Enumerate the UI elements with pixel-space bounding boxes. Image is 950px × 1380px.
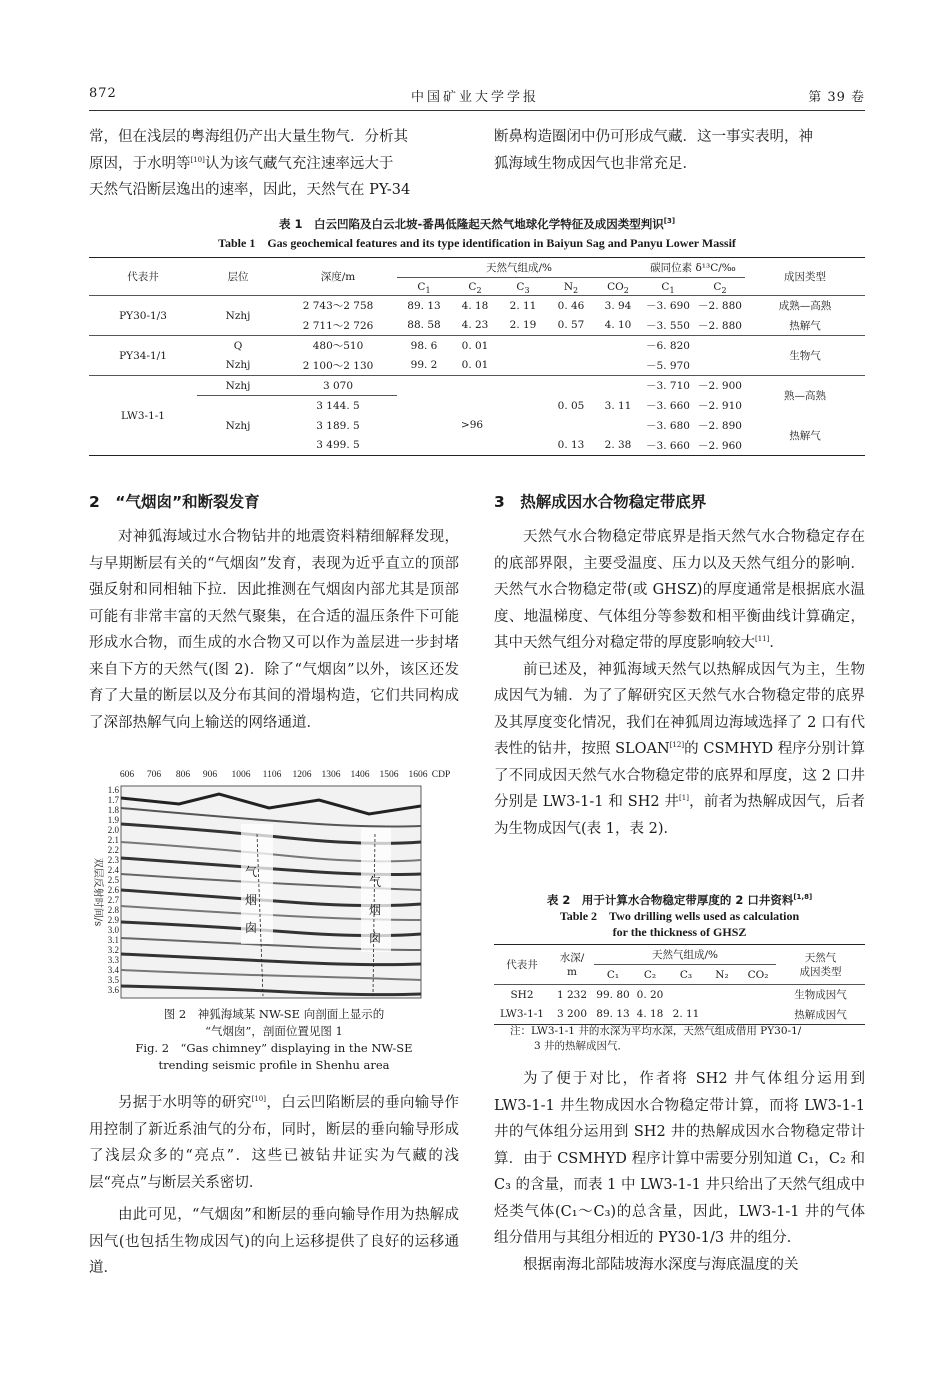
header-rule xyxy=(89,110,865,111)
svg-text:2.6: 2.6 xyxy=(107,885,119,895)
svg-text:1.6: 1.6 xyxy=(107,785,119,795)
t1-header-gas-comp: 天然气组成/% xyxy=(397,258,641,278)
top-right-text: 断鼻构造圈闭中仍可形成气藏．这一事实表明，神 狐海域生物成因气也非常充足． xyxy=(494,129,813,172)
svg-text:2.4: 2.4 xyxy=(107,865,119,875)
journal-title: 中国矿业大学学报 xyxy=(410,90,539,105)
t1-header-depth: 深度/m xyxy=(320,271,356,283)
table1-caption-cn: 表 1 白云凹陷及白云北坡-番禺低隆起天然气地球化学特征及成因类型判识[3] xyxy=(278,217,676,231)
t1-header-isotope: 碳同位素 δ¹³C/‰ xyxy=(641,258,745,278)
table-row: 3 499. 5 0. 13 2. 38 －3. 660 －2. 960 xyxy=(316,439,742,452)
svg-text:3.1: 3.1 xyxy=(107,935,119,945)
svg-text:1606: 1606 xyxy=(408,770,428,780)
table-row: Nzhj 3 144. 5 >96 0. 05 3. 11 －3. 660 －2. 910 xyxy=(225,399,742,432)
svg-text:2.9: 2.9 xyxy=(107,915,119,925)
svg-text:烟: 烟 xyxy=(368,903,382,917)
svg-text:3.2: 3.2 xyxy=(107,945,119,955)
svg-text:3.5: 3.5 xyxy=(107,975,119,985)
t2-header-comp: 天然气组成/% xyxy=(594,945,776,965)
svg-text:3.4: 3.4 xyxy=(107,965,119,975)
svg-text:1206: 1206 xyxy=(292,770,312,780)
time-axis-labels xyxy=(108,785,120,995)
table2-caption-cn: 表 2 用于计算水合物稳定带厚度的 2 口井资料[1,8] xyxy=(546,893,813,907)
svg-text:1.9: 1.9 xyxy=(107,815,119,825)
svg-text:气: 气 xyxy=(368,875,382,889)
table1-caption-en: Table 1 Gas geochemical features and its type identification in Baiyun Sag and Panyu Lower Massif xyxy=(218,236,736,250)
table-row: LW3-1-1 Nzhj 3 070 －3. 710 －2. 900 熟—高熟 xyxy=(89,376,865,396)
seismic-profile-figure xyxy=(89,764,459,1002)
section3-body: 天然气水合物稳定带底界是指天然气水合物稳定存在的底部界限，主要受温度、压力以及天然气组分的影响．天然气水合物稳定带(或 GHSZ)的厚度通常是根据底水温度、地温梯度、气体组分等参数和相平衡曲线计算确定，其中天然气组分对稳定带的厚度影响较大[11]． 前已述及，神狐海域天然气以热解成因气为主，生物成因气为辅．为了了解研究区天然气水合物稳定带的底界及其厚度变化情况，我们在神狐周边海域选择了 2 口有代表性的钻井，按照 SLOAN[12]的 CSMHYD 程序分别计算了不同成因天然气水合物稳定带的底界和厚度，这 2 口井分别是 LW3-1-1 和 SH2 井[1]，前者为热解成因气，后者为生物成因气(表 1，表 2)． xyxy=(494,529,865,837)
svg-text:1106: 1106 xyxy=(262,770,282,780)
t2-header-origin: 天然气 成因类型 xyxy=(799,951,842,978)
svg-text:1006: 1006 xyxy=(231,770,251,780)
page-number: 872 xyxy=(89,86,117,101)
t1-header-well: 代表井 xyxy=(127,271,159,283)
svg-text:2.3: 2.3 xyxy=(107,855,119,865)
yaxis-title: 双层反射时间/s xyxy=(92,857,103,927)
svg-text:1506: 1506 xyxy=(379,770,399,780)
svg-text:806: 806 xyxy=(175,770,191,780)
t1-header-layer: 层位 xyxy=(227,271,249,283)
table2-note: 注：LW3-1-1 井的水深为平均水深，天然气组成借用 PY30-1/ 3 井的热解成因气． xyxy=(510,1025,802,1052)
section3-heading: 3 热解成因水合物稳定带底界 xyxy=(494,493,707,511)
svg-text:2.0: 2.0 xyxy=(107,825,119,835)
svg-text:烟: 烟 xyxy=(244,893,258,907)
table-row: SH2 1 232 99. 80 0. 20 生物成因气 xyxy=(494,985,865,1005)
svg-text:2.7: 2.7 xyxy=(107,895,119,905)
svg-text:1406: 1406 xyxy=(350,770,370,780)
svg-text:囱: 囱 xyxy=(368,931,382,945)
table-row: PY34-1/1 Q 480～510 98. 6 0. 01 －6. 820 生物气 xyxy=(89,336,865,356)
table-row: PY30-1/3 Nzhj 2 743～2 758 89. 13 4. 18 2. 11 0. 46 3. 94 －3. 690 －2. 880 成熟—高熟 xyxy=(89,296,865,316)
svg-text:CDP: CDP xyxy=(431,770,451,780)
t2-header-depth: 水深/ m xyxy=(559,951,585,978)
svg-text:1.8: 1.8 xyxy=(107,805,119,815)
table-row: 3 189. 5 －3. 680 －2. 890 热解气 xyxy=(316,419,821,442)
svg-text:囱: 囱 xyxy=(244,921,258,935)
section2-body-continued: 另据于水明等的研究[10]，白云凹陷断层的垂向输导作用控制了新近系油气的分布，同时，断层的垂向输导形成了浅层众多的“亮点”．这些已被钻井证实为气藏的浅层“亮点”与断层关系密切． 由此可见，“气烟囱”和断层的垂向输导作用为热解成因气(也包括生物成因气)的向上运移提供了良好的运移通道． xyxy=(89,1095,460,1276)
t2-header-well: 代表井 xyxy=(506,959,538,971)
top-left-text: 常，但在浅层的粤海组仍产出大量生物气．分析其 原因，于水明等[10]认为该气藏气充注速率远大于 天然气沿断层逸出的速率，因此，天然气在 PY-34 xyxy=(89,129,411,198)
t1-header-origin: 成因类型 xyxy=(784,271,826,283)
table2-caption-en: Table 2 Two drilling wells used as calculation for the thickness of GHSZ xyxy=(559,909,800,939)
svg-text:3.3: 3.3 xyxy=(107,955,119,965)
svg-text:906: 906 xyxy=(202,770,218,780)
svg-text:3.6: 3.6 xyxy=(107,985,119,995)
section2-heading: 2 “气烟囱”和断裂发育 xyxy=(89,493,260,511)
figure2-caption: 图 2 神狐海域某 NW-SE 向剖面上显示的 “气烟囱”，剖面位置见图 1 Fig. 2 “Gas chimney” displaying in the NW-SE trending seismic profile in Shenhu area xyxy=(135,1007,413,1072)
svg-text:2.8: 2.8 xyxy=(107,905,119,915)
svg-text:2.2: 2.2 xyxy=(107,845,119,855)
table1: 代表井 层位 深度/m 天然气组成/% 碳同位素 δ¹³C/‰ 成因类型 $C_1$ $C_2$ $C_3$ $N_2$ $CO_2$ $C_1$ $C_2$ PY30-1/3 Nzhj 2 743～2 758 89. 13 4. 18 2. 11 0. 46 3. 94 －3. 690 －2. 880 成熟—高熟 2 711～2 726 88. 58 4. 23 2. 19 0. 57 4. 10 －3. 550 －2. 880 热解气 PY34-1/1 Q 480～510 98. 6 0. 01 －6. 820 生物气 Nzhj 2 100～2 130 99. 2 0. 01 －5. 970 LW3-1-1 Nzhj 3 070 －3. 710 －2. 900 熟—高熟 Nzhj 3 144. 5 >96 0. 05 3. 11 －3. 660 －2. 910 3 189. 5 －3. 680 －2. 890 热解气 3 499. 5 0. 13 2. 38 －3. 660 －2. 960 xyxy=(89,257,865,456)
svg-text:606: 606 xyxy=(119,770,135,780)
svg-text:3.0: 3.0 xyxy=(107,925,119,935)
svg-text:气: 气 xyxy=(244,865,258,879)
svg-text:2.5: 2.5 xyxy=(107,875,119,885)
svg-text:1306: 1306 xyxy=(321,770,341,780)
figure2 xyxy=(89,764,459,1002)
svg-text:706: 706 xyxy=(146,770,162,780)
section3-body-continued: 为了便于对比，作者将 SH2 井气体组分运用到 LW3-1-1 井生物成因水合物稳定带计算，而将 LW3-1-1 井的气体组分运用到 SH2 井的热解成因水合物稳定带计算．由于 CSMHYD 程序计算中需要分别知道 C₁，C₂ 和 C₃ 的含量，而表 1 中 LW3-1-1 井只给出了天然气组成中烃类气体(C₁～C₃)的总含量，因此，LW3-1-1 井的气体组分借用与其组分相近的 PY30-1/3 井的组分． 根据南海北部陆坡海水深度与海底温度的关 xyxy=(494,1071,865,1273)
table-row: LW3-1-1 3 200 89. 13 4. 18 2. 11 热解成因气 xyxy=(500,1008,847,1021)
svg-text:1.7: 1.7 xyxy=(107,795,119,805)
svg-text:2.1: 2.1 xyxy=(107,835,119,845)
cdp-axis-labels xyxy=(120,770,450,780)
table-row: Nzhj 2 100～2 130 99. 2 0. 01 －5. 970 xyxy=(225,359,690,372)
table-row: 2 711～2 726 88. 58 4. 23 2. 19 0. 57 4. 10 －3. 550 －2. 880 热解气 xyxy=(302,319,821,332)
table2: 代表井 水深/ m 天然气组成/% 天然气 成因类型 C₁ C₂ C₃ N₂ CO₂ SH2 1 232 99. 80 0. 20 生物成因气 LW3-1-1 3 200 89. 13 4. 18 2. 11 热解成因气 xyxy=(494,944,865,1025)
volume-label: 第 39 卷 xyxy=(808,90,865,105)
section2-body: 对神狐海域过水合物钻井的地震资料精细解释发现，与早期断层有关的“气烟囱”发育，表现为近乎直立的顶部强反射和同相轴下拉．因此推测在气烟囱内部尤其是顶部可能有非常丰富的天然气聚集，在合适的温压条件下可能形成水合物，而生成的水合物又可以作为盖层进一步封堵来自下方的天然气(图 2)．除了“气烟囱”以外，该区还发育了大量的断层以及分布其间的滑塌构造，它们共同构成了深部热解气向上输送的网络通道． xyxy=(89,529,459,731)
